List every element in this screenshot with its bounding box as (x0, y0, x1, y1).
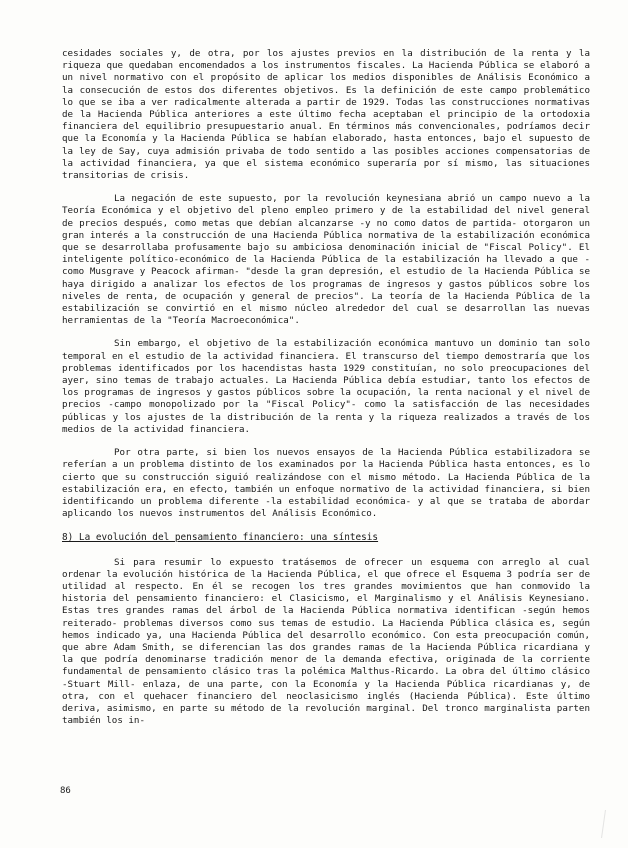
paragraph-synthesis: Si para resumir lo expuesto tratásemos de ofrecer un esquema con arreglo al cual ordenar la evolución histórica de la Hacienda Pública, el que ofrece el Esquema 3 podría ser de utilidad al respecto. En él se recogen los tres grandes movimientos que han conmovido la historia del pensamiento financiero: el Clasicismo, el Marginalismo y el Análisis Keynesiano. Estas tres grandes ramas del árbol de la Hacienda Pública normativa identifican -según hemos reiterado- problemas diversos como sus temas de estudio. La Hacienda Pública clásica es, según hemos indicado ya, una Hacienda Pública del desarrollo económico. Con esta preocupación común, que abre Adam Smith, se diferencian las dos grandes ramas de la Hacienda Pública ricardiana y la que podría denominarse tradición menor de la demanda efectiva, originada de la corriente fundamental de pensamiento clásico tras la polémica Malthus-Ricardo. La obra del último clásico -Stuart Mill- enlaza, de una parte, con la Economía y la Hacienda Pública ricardianas y, de otra, con el quehacer financiero del neoclasicismo inglés (Hacienda Pública). Este último deriva, asimismo, en parte su método de la revolución marginal. Del tronco marginalista parten también los in- (62, 556, 590, 727)
section-heading: 8) La evolución del pensamiento financiero: una síntesis (62, 532, 379, 544)
page-corner-mark (601, 810, 624, 838)
page-number: 86 (60, 786, 71, 796)
paragraph-keynesian-revolution: La negación de este supuesto, por la revolución keynesiana abrió un campo nuevo a la Teoría Económica y el objetivo del pleno empleo primero y de la estabilidad del nivel general de precios después, como metas que debían alcanzarse -y no como datos de partida- otorgaron un gran interés a la construcción de una Hacienda Pública normativa de la estabilización económica que se desarrollaba profusamente bajo su ambiciosa denominación inicial de "Fiscal Policy". El inteligente político-económico de la Hacienda Pública de la estabilización ha llevado a que -como Musgrave y Peacock afirman- "desde la gran depresión, el estudio de la Hacienda Pública se haya dirigido a analizar los efectos de los programas de ingresos y gastos públicos sobre los niveles de renta, de ocupación y general de precios". La teoría de la Hacienda Pública de la estabilización se convirtió en el mismo núcleo alrededor del cual se desarrollan las nuevas herramientas de la "Teoría Macroeconómica". (62, 193, 590, 327)
body-text (62, 48, 590, 738)
paragraph-continuation: cesidades sociales y, de otra, por los ajustes previos en la distribución de la renta y la riqueza que quedaban encomendados a los instrumentos fiscales. La Hacienda Pública se elaboró a un nivel normativo con el propósito de aplicar los medios disponibles de Análisis Económico a la consecución de estos dos diferentes objetivos. Es la definición de este campo problemático lo que se iba a ver radicalmente alterada a partir de 1929. Todas las construcciones normativas de la Hacienda Pública anteriores a este último fecha aceptaban el principio de la ortodoxia financiera del equilibrio presupuestario anual. En términos más convencionales, podríamos decir que la Economía y la Hacienda Pública se habían elaborado, hasta entonces, bajo el supuesto de la ley de Say, cuya admisión privaba de todo sentido a las posibles acciones compensatorias de la actividad financiera, ya que el sistema económico superaría por sí mismo, las situaciones transitorias de crisis. (62, 48, 590, 182)
paragraph-normative-method: Por otra parte, si bien los nuevos ensayos de la Hacienda Pública estabilizadora se referían a un problema distinto de los examinados por la Hacienda Pública hasta entonces, es lo cierto que su construcción siguió realizándose con el mismo método. La Hacienda Pública de la estabilización era, en efecto, también un enfoque normativo de la actividad financiera, si bien identificando un problema diferente -la estabilidad económica- y al que se trataba de abordar aplicando los nuevos instrumentos del Análisis Económico. (62, 447, 590, 520)
paragraph-stabilization-limits: Sin embargo, el objetivo de la estabilización económica mantuvo un dominio tan solo temporal en el estudio de la actividad financiera. El transcurso del tiempo demostraría que los problemas identificados por los hacendistas hasta 1929 constituían, no solo preocupaciones del ayer, sino temas de trabajo actuales. La Hacienda Pública debía estudiar, tanto los efectos de los programas de ingresos y gastos públicos sobre la ocupación, la renta nacional y el nivel de precios -campo monopolizado por la "Fiscal Policy"- como la satisfacción de las necesidades públicas y los ajustes de la distribución de la renta y la riqueza realizados a través de los medios de la actividad financiera. (62, 338, 590, 435)
